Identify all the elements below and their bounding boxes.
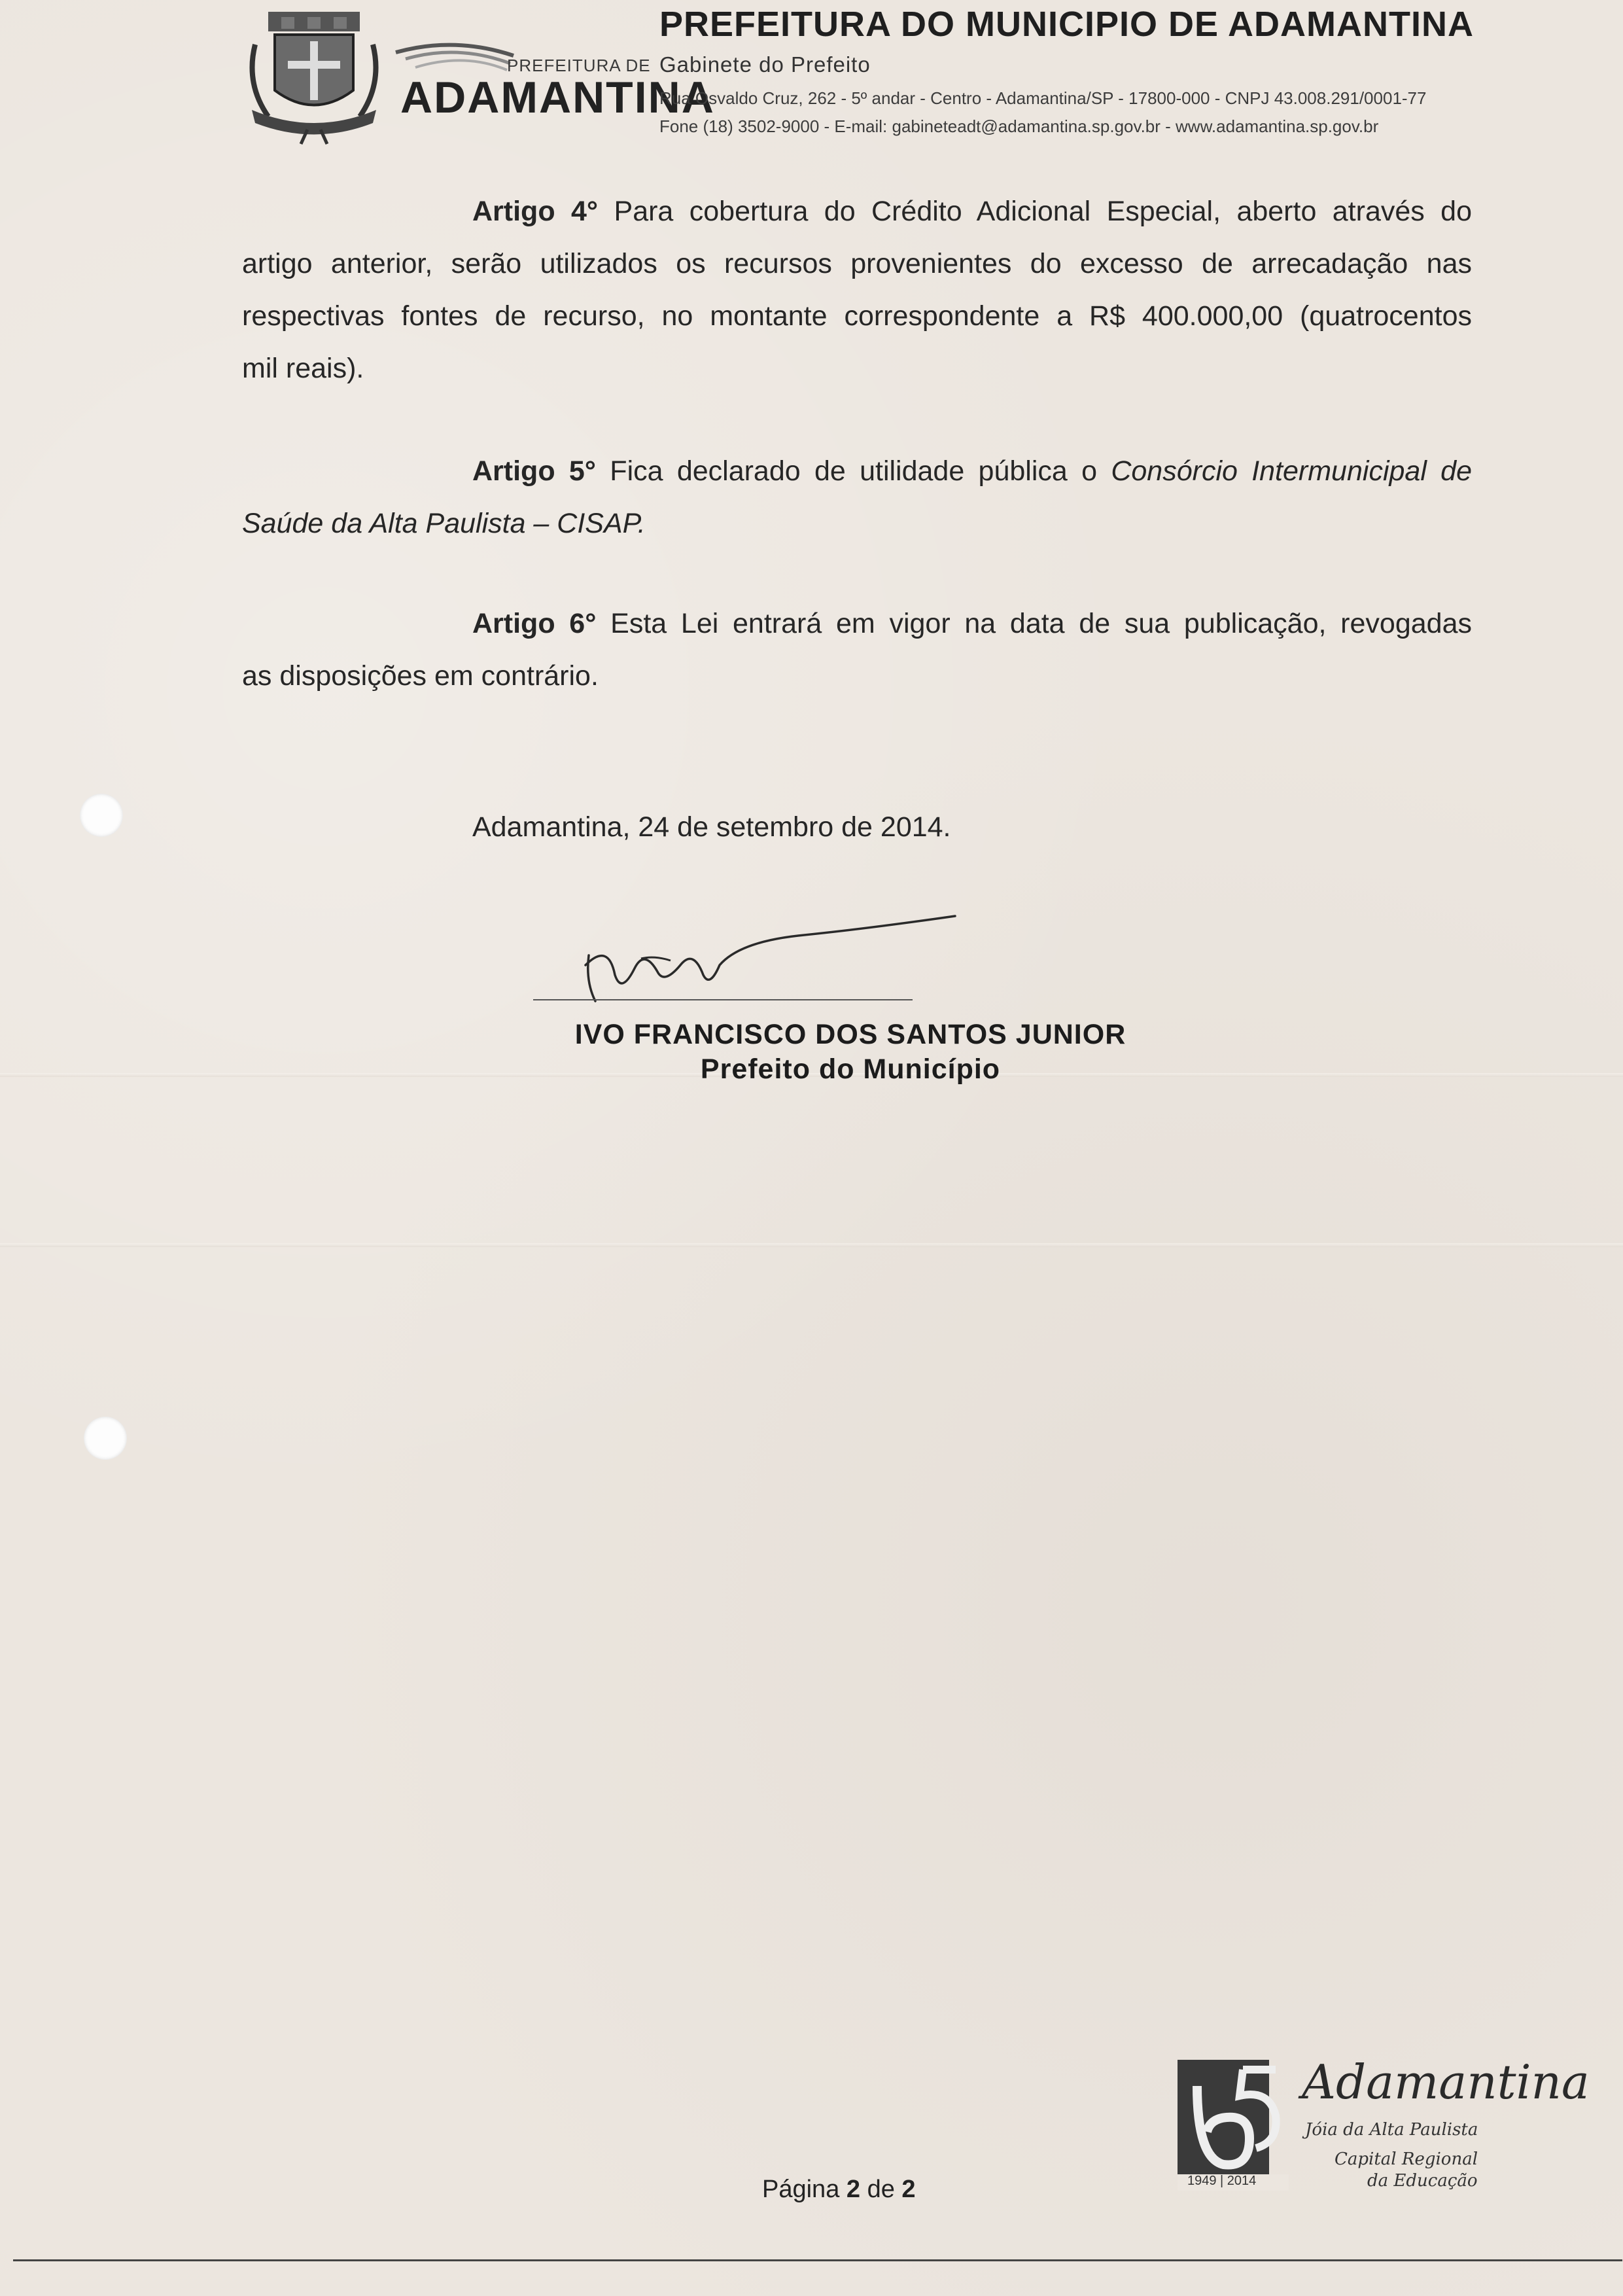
article-5-line-2: Saúde da Alta Paulista – CISAP. [242, 508, 646, 539]
article-4-label: Artigo 4° [472, 196, 599, 227]
article-4-line-4: mil reais). [242, 353, 364, 384]
anniversary-years: 1949 | 2014 [1187, 2174, 1257, 2188]
article-4-line-2: artigo anterior, serão utilizados os recursos provenientes do excesso de arrecadação nas [242, 248, 1472, 279]
paper-crease [0, 1243, 1623, 1247]
article-6 [242, 597, 1472, 702]
article-5-line-1: Artigo 5° Fica declarado de utilidade pública o Consórcio Intermunicipal de [472, 455, 1472, 487]
coat-of-arms-icon [242, 5, 386, 146]
article-6-line-2: as disposições em contrário. [242, 660, 599, 692]
footer-rule [13, 2259, 1622, 2261]
signatory-name: IVO FRANCISCO DOS SANTOS JUNIOR [574, 1019, 1126, 1050]
page-number: Página 2 de 2 [762, 2176, 916, 2203]
handwritten-signature [523, 903, 968, 1014]
article-4 [242, 185, 1472, 395]
logo-small-text: PREFEITURA DE [507, 56, 651, 75]
punch-hole [80, 794, 123, 837]
header-subtitle: Gabinete do Prefeito [659, 52, 871, 77]
prefeitura-logo-icon [393, 36, 517, 72]
anniversary-line-2: Capital Regional [1335, 2149, 1478, 2169]
anniversary-script: Adamantina [1302, 2055, 1590, 2110]
date-line: Adamantina, 24 de setembro de 2014. [472, 811, 951, 843]
anniversary-line-3: da Educação [1367, 2171, 1478, 2191]
anniversary-65-emblem-icon [1178, 2060, 1289, 2191]
header-address: Rua Osvaldo Cruz, 262 - 5º andar - Centro - Adamantina/SP - 17800-000 - CNPJ 43.008.291/0001-77 [659, 88, 1427, 108]
article-5-label: Artigo 5° [472, 455, 596, 487]
article-6-label: Artigo 6° [472, 608, 597, 639]
article-6-line-1: Artigo 6° Esta Lei entrará em vigor na data de sua publicação, revogadas [472, 608, 1472, 639]
article-4-line-3: respectivas fontes de recurso, no montante correspondente a R$ 400.000,00 (quatrocentos [242, 300, 1472, 332]
anniversary-number [1197, 2107, 1204, 2114]
signature-line [533, 999, 913, 1000]
signatory-role: Prefeito do Município [700, 1053, 1001, 1085]
anniversary-line-1: Jóia da Alta Paulista [1305, 2120, 1478, 2140]
header-contact: Fone (18) 3502-9000 - E-mail: gabineteadt@adamantina.sp.gov.br - www.adamantina.sp.gov.br [659, 116, 1379, 136]
article-4-line-1: Artigo 4° Para cobertura do Crédito Adicional Especial, aberto através do [472, 196, 1473, 227]
logo-big-text: ADAMANTINA [400, 73, 715, 122]
article-5 [242, 445, 1472, 550]
header-title: PREFEITURA DO MUNICIPIO DE ADAMANTINA [659, 5, 1474, 44]
punch-hole [84, 1417, 127, 1460]
